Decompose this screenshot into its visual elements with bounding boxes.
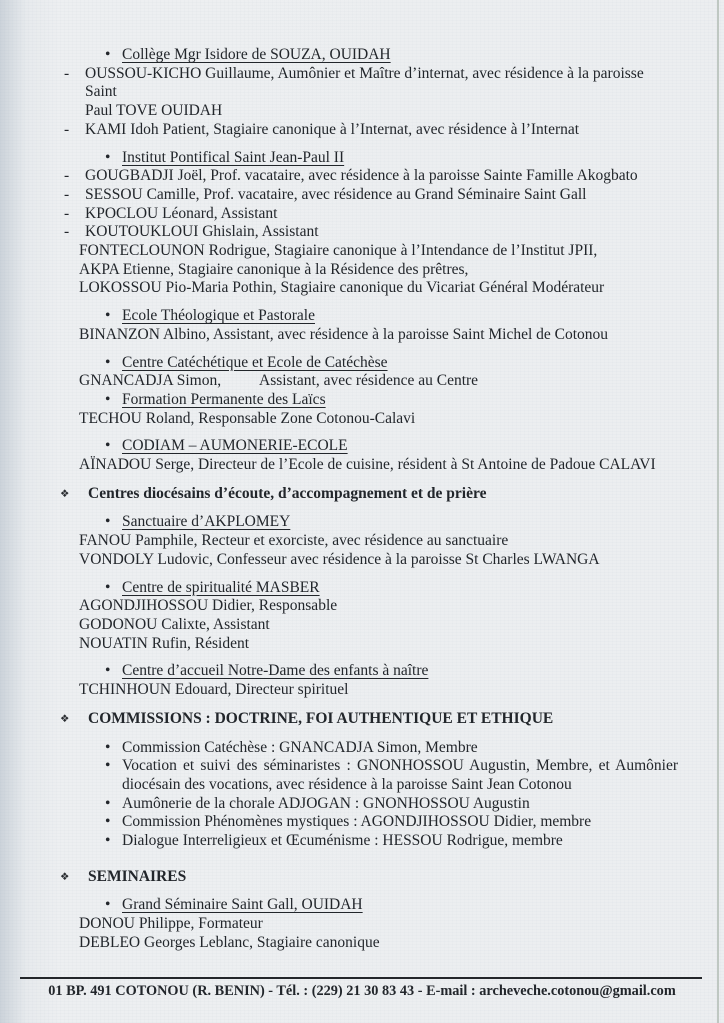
bullet-icon: • [105,662,111,680]
subsection-heading [0,307,724,326]
subsection-heading [0,579,724,598]
subsection-heading [0,662,724,681]
dash-icon: - [64,223,70,241]
list-item [0,832,724,851]
section-heading [0,485,724,504]
list-item-text: GOUGBADJI Joël, Prof. vacataire, avec résidence à la paroisse Sainte Famille Akogbato [85,167,638,185]
list-item [0,65,724,121]
body-line: TCHINHOUN Edouard, Directeur spirituel [79,681,349,699]
bullet-icon: • [105,738,111,756]
section-ecole-theologique [0,307,724,344]
section-heading [0,868,724,887]
body-line: TECHOU Roland, Responsable Zone Cotonou-Calavi [79,409,416,427]
list-item [0,223,724,242]
list-item-line: Vocation et suivi des séminaristes : GNONHOSSOU Augustin, Membre, et Aumônier [122,757,678,775]
bullet-icon: • [105,832,111,850]
body-line: GODONOU Calixte, Assistant [79,615,270,633]
dash-icon: - [64,185,70,203]
list-item-text: Commission Catéchèse : GNANCADJA Simon, Membre [122,738,478,756]
list-item [0,813,724,832]
list-item [0,757,724,794]
bullet-icon: • [105,437,111,455]
subsection-title: Centre d’accueil Notre-Dame des enfants à naître [122,662,429,680]
body-line: DONOU Philippe, Formateur [79,915,263,933]
section-seminaires [0,868,724,953]
diamond-icon: ❖ [60,487,70,500]
body-line: BINANZON Albino, Assistant, avec résidence à la paroisse Saint Michel de Cotonou [79,325,609,343]
section-heading [0,710,724,729]
bullet-icon: • [105,307,111,325]
body-line: LOKOSSOU Pio-Maria Pothin, Stagiaire canonique du Vicariat Général Modérateur [79,279,605,297]
body-line: GNANCADJA Simon, Assistant, avec résidence au Centre [79,372,479,390]
body-line: FANOU Pamphile, Recteur et exorciste, avec résidence au sanctuaire [79,532,509,550]
dash-icon: - [64,204,70,222]
subsection-heading [0,149,724,168]
subsection-heading [0,513,724,532]
section-formation-laics [0,391,724,428]
bullet-icon: • [105,353,111,371]
list-item [0,795,724,814]
dash-icon: - [64,64,70,82]
body-line: AGONDJIHOSSOU Didier, Responsable [79,597,338,615]
subsection-heading [0,354,724,373]
subsection-title: Formation Permanente des Laïcs [122,390,326,408]
list-item [0,739,724,758]
footer-contact: 01 BP. 491 COTONOU (R. BENIN) - Tél. : (229) 21 30 83 43 - E-mail : archeveche.cotonou@gmail.com [48,983,676,999]
bullet-icon: • [105,46,111,63]
body-line: AÏNADOU Serge, Directeur de l’Ecole de cuisine, résident à St Antoine de Padoue CALAVI [79,456,656,474]
section-institut-jp2 [0,149,724,299]
list-item [0,186,724,205]
section-codiam [0,437,724,474]
subsection-heading [0,896,724,915]
section-college-souza [0,46,724,140]
body-line: FONTECLOUNON Rodrigue, Stagiaire canonique à l’Intendance de l’Institut JPII, [79,242,598,260]
list-item [0,121,724,140]
dash-icon: - [64,120,70,138]
bullet-icon: • [105,896,111,914]
list-item-text [85,65,678,121]
section-heading-label: SEMINAIRES [88,867,187,885]
subsection-title: Collège Mgr Isidore de SOUZA, OUIDAH [122,46,391,63]
list-item-text: SESSOU Camille, Prof. vacataire, avec résidence au Grand Séminaire Saint Gall [85,185,587,203]
body-line: DEBLEO Georges Leblanc, Stagiaire canonique [79,933,380,951]
subsection-heading [0,391,724,410]
subsection-title: CODIAM – AUMONERIE-ECOLE [122,437,348,455]
bullet-icon: • [105,578,111,596]
bullet-icon: • [105,794,111,812]
list-item-line: OUSSOU-KICHO Guillaume, Aumônier et Maître d’internat, avec résidence à la paroisse Saint [85,64,644,101]
bullet-icon: • [105,757,111,775]
diamond-icon: ❖ [60,712,70,725]
dash-icon: - [64,167,70,185]
list-item-text: Commission Phénomènes mystiques : AGONDJIHOSSOU Didier, membre [122,813,592,831]
list-item-line: diocésain des vocations, avec résidence à la paroisse Saint Jean Cotonou [122,775,572,793]
section-heading-label: COMMISSIONS : DOCTRINE, FOI AUTHENTIQUE ET ETHIQUE [88,709,554,727]
bullet-icon: • [105,390,111,408]
list-item-text: KPOCLOU Léonard, Assistant [85,204,278,222]
subsection-title: Centre Catéchétique et Ecole de Catéchèse [122,353,388,371]
bullet-icon: • [105,148,111,166]
subsection-title: Centre de spiritualité MASBER [122,578,320,596]
list-item-line: Paul TOVE OUIDAH [85,102,223,120]
subsection-heading [0,46,724,65]
subsection-heading [0,437,724,456]
list-item [0,205,724,224]
bullet-icon: • [105,513,111,531]
body-line: AKPA Etienne, Stagiaire canonique à la Résidence des prêtres, [79,260,469,278]
section-heading-label: Centres diocésains d’écoute, d’accompagnement et de prière [88,484,487,502]
section-centre-catechetique [0,354,724,391]
footer-divider [20,977,702,979]
body-line: VONDOLY Ludovic, Confesseur avec résidence à la paroisse St Charles LWANGA [79,550,600,568]
list-item-text: KOUTOUKLOUI Ghislain, Assistant [85,223,319,241]
subsection-title: Sanctuaire d’AKPLOMEY [122,513,291,531]
list-item-text: KAMI Idoh Patient, Stagiaire canonique à l’Internat, avec résidence à l’Internat [85,120,580,138]
diamond-icon: ❖ [60,870,70,883]
body-line: NOUATIN Rufin, Résident [79,634,250,652]
list-item [0,167,724,186]
section-centres-diocesains [0,485,724,700]
list-item-text [122,757,678,794]
subsection-title: Institut Pontifical Saint Jean-Paul II [122,148,345,166]
list-item-text: Aumônerie de la chorale ADJOGAN : GNONHOSSOU Augustin [122,794,530,812]
subsection-title: Ecole Théologique et Pastorale [122,307,315,325]
bullet-icon: • [105,813,111,831]
list-item-text: Dialogue Interreligieux et Œcuménisme : HESSOU Rodrigue, membre [122,832,563,850]
subsection-title: Grand Séminaire Saint Gall, OUIDAH [122,896,363,914]
section-commissions [0,710,724,851]
